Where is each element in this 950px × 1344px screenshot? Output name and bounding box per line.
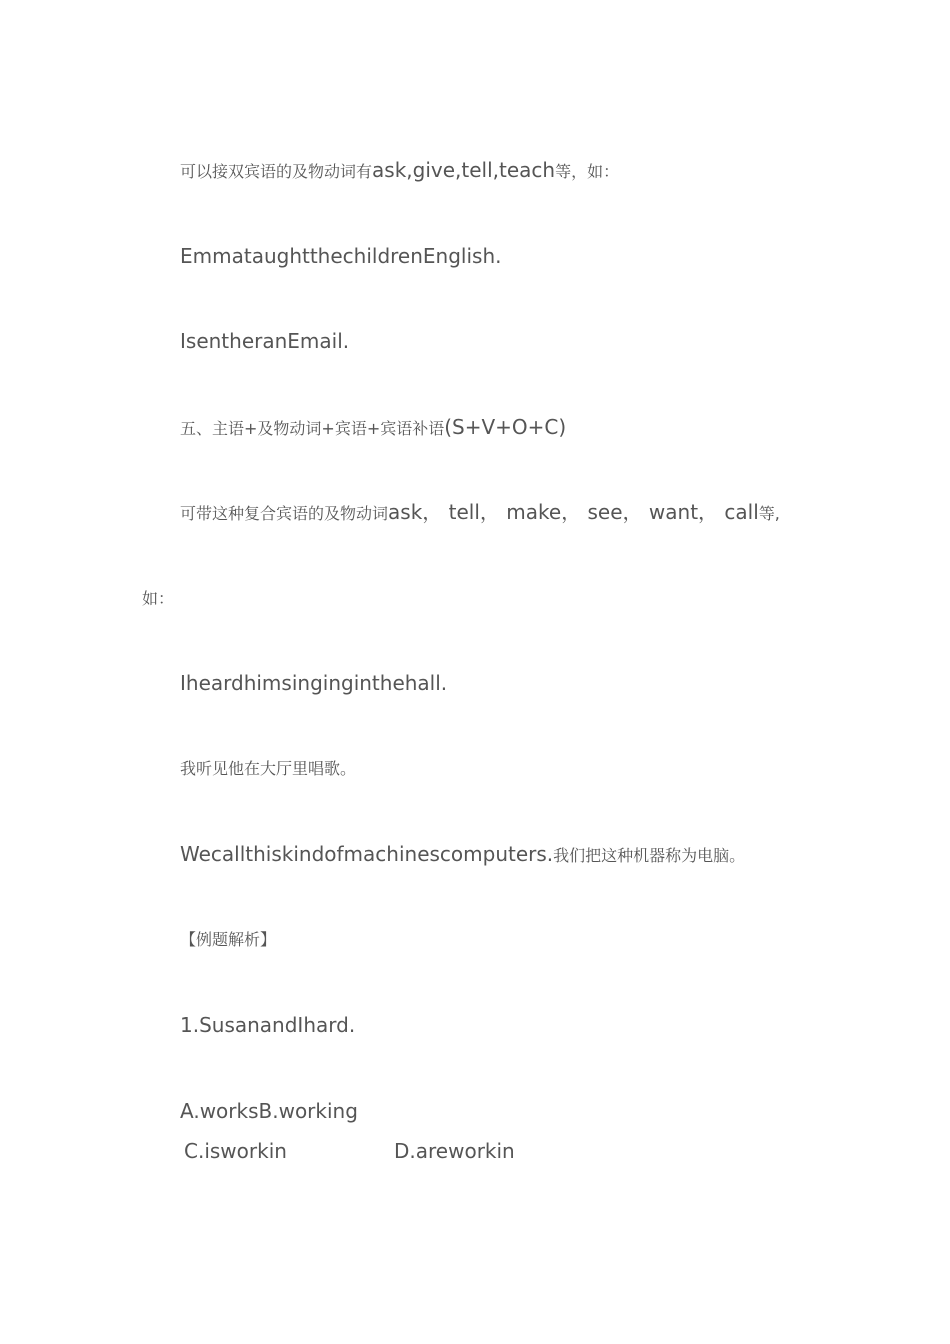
text-segment: 等，如：	[555, 162, 620, 181]
question-1: 1.SusanandIhard.	[180, 1013, 356, 1037]
example-sentence-email: IsentheranEmail.	[180, 329, 350, 353]
text-segment: ask， tell， make， see， want， call	[388, 500, 759, 524]
translation-heard: 我听见他在大厅里唱歌。	[180, 759, 357, 778]
text-segment: ask,give,tell,teach	[372, 158, 556, 182]
option-d: D.areworkin	[394, 1139, 515, 1163]
text-segment: Wecallthiskindofmachinescomputers.	[180, 842, 554, 866]
text-segment: 我们把这种机器称为电脑。	[553, 846, 746, 865]
complex-object-verbs-line	[180, 502, 780, 522]
text-segment: 可带这种复合宾语的及物动词	[180, 504, 389, 523]
text-segment: 等,	[758, 504, 780, 523]
example-sentence-heard: Iheardhimsinginginthehall.	[180, 671, 448, 695]
option-c: C.isworkin	[184, 1139, 287, 1163]
section-heading-svoc	[180, 417, 566, 437]
double-object-verbs-line	[180, 160, 619, 180]
example-sentence-computers	[180, 844, 745, 864]
text-segment: 可以接双宾语的及物动词有	[180, 162, 373, 181]
text-segment: (S+V+O+C)	[444, 415, 567, 439]
options-a-b: A.worksB.working	[180, 1099, 358, 1123]
example-analysis-heading: 【例题解析】	[180, 930, 277, 949]
example-sentence-emma: EmmataughtthechildrenEnglish.	[180, 244, 502, 268]
continuation-line: 如：	[142, 589, 175, 608]
text-segment: 五、主语+及物动词+宾语+宾语补语	[180, 419, 445, 438]
